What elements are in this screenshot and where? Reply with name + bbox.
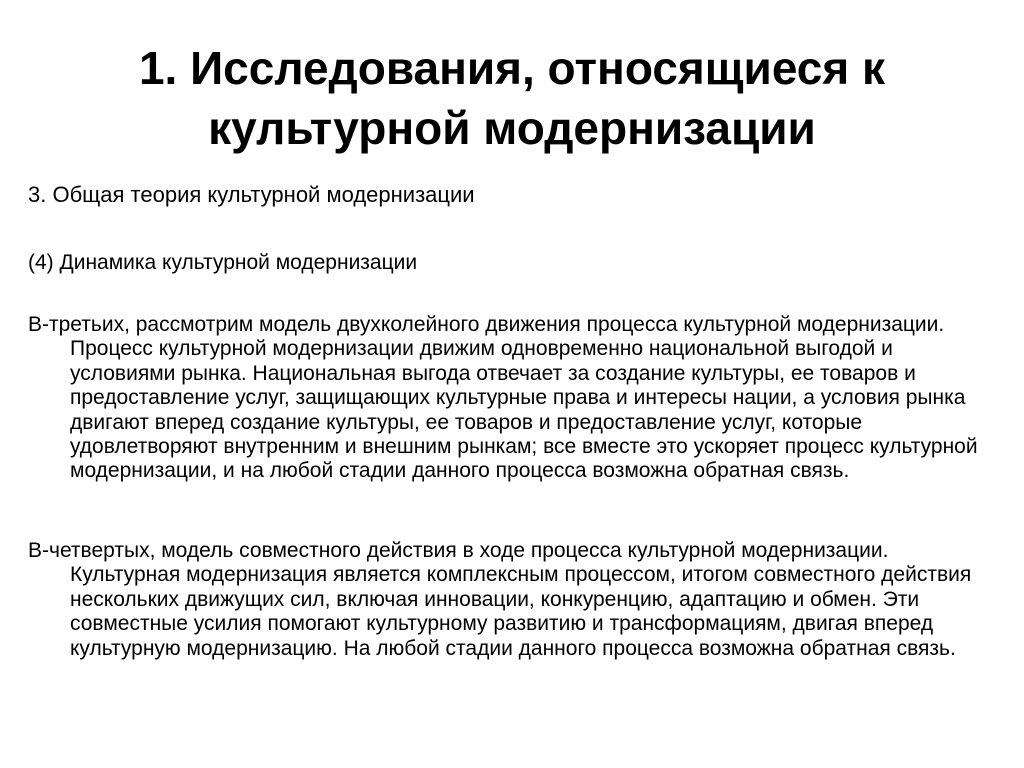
paragraph-fourth: В-четвертых, модель совместного действия в ходе процесса культурной модернизации. Культурная модернизация является комплексным процессом, итогом совместного действия нескольких движущих сил, включая инновации, конкуренцию, адаптацию и обмен. Эти совместные усилия помогают культурному развитию и трансформациям, двигая вперед культурную модернизацию. На любой стадии данного процесса возможна обратная связь. [28,539,972,660]
section-heading: 3. Общая теория культурной модернизации [28,182,475,207]
slide-title: 1. Исследования, относящиеся к культурной модернизации [138,42,886,154]
subsection-heading: (4) Динамика культурной модернизации [28,251,418,274]
paragraph-third: В-третьих, рассмотрим модель двухколейного движения процесса культурной модернизации. Процесс культурной модернизации движим одновременно национальной выгодой и условиями рынка. Национальная выгода отвечает за создание культуры, ее товаров и предоставление услуг, защищающих культурные права и интересы нации, а условия рынка двигают вперед создание культуры, ее товаров и предоставление услуг, которые удовлетворяют внутренним и внешним рынкам; все вместе это ускоряет процесс культурной модернизации, и на любой стадии данного процесса возможна обратная связь. [28,313,978,483]
